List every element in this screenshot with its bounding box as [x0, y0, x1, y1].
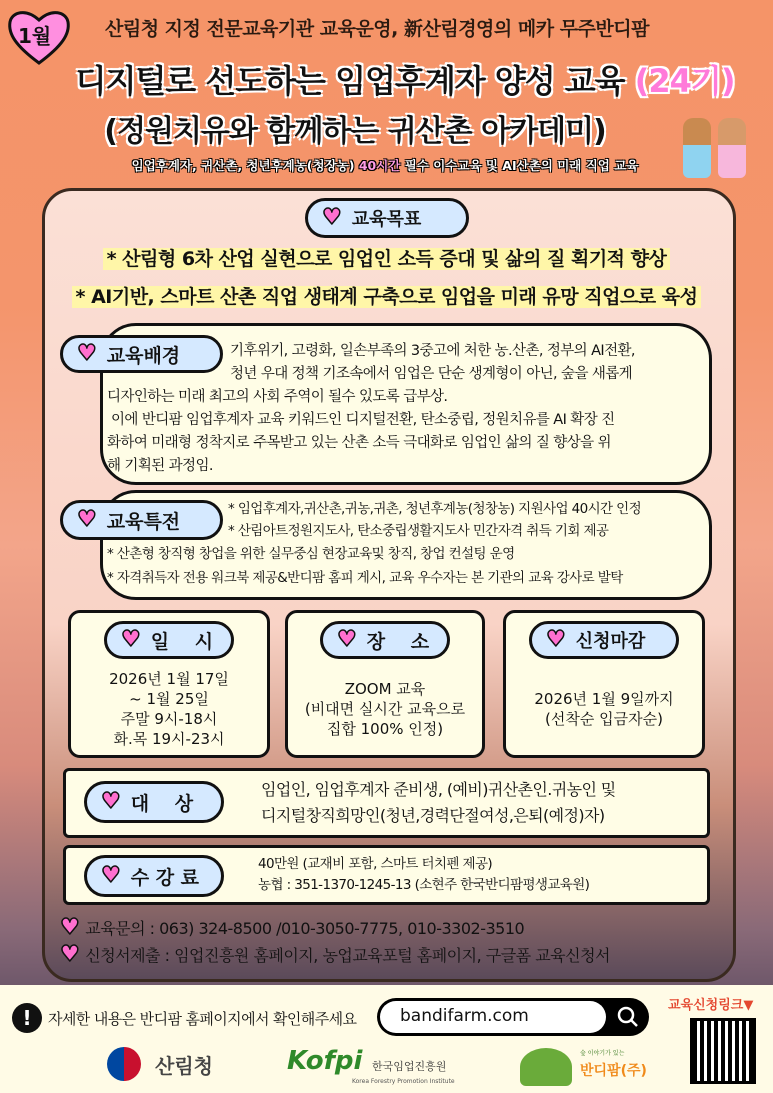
- text-line: ZOOM 교육: [344, 680, 426, 698]
- search-icon[interactable]: [617, 1006, 639, 1028]
- text-line: 청년 우대 정책 기조속에서 임업은 단순 생계형이 아닌, 숲을 새롭게: [230, 366, 633, 382]
- goal-label-text: 교육목표: [351, 209, 422, 230]
- target-label: [84, 781, 224, 823]
- fee-label-text: 수 강 료: [130, 866, 200, 889]
- background-label: [60, 335, 223, 373]
- text-line: (비대면 실시간 교육으로: [304, 700, 466, 718]
- text-line: 이에 반디팜 임업후계자 교육 키워드인 디지털전환, 탄소중립, 정원치유를 AI 확장 진: [111, 412, 615, 428]
- heart-icon: ♥: [101, 863, 121, 888]
- text-line: 집합 100% 인정): [326, 720, 444, 738]
- deadline-value: [506, 689, 702, 729]
- page-subtitle: (정원치유와 함께하는 귀산촌 아카데미): [104, 114, 606, 149]
- tagline: 산림청 지정 전문교육기관 교육운영, 新산림경영의 메카 무주반디팜: [105, 18, 649, 40]
- text-line: 주말 9시-18시: [120, 710, 218, 728]
- background-label-text: 교육배경: [106, 344, 181, 367]
- exclamation-icon: !: [12, 1003, 42, 1033]
- contact-submission: [60, 943, 610, 966]
- goal-line: [0, 282, 773, 309]
- schedule-label: [104, 621, 234, 659]
- text-line: 2026년 1월 17일: [109, 670, 229, 688]
- text-line: 해 기획된 과정임.: [107, 458, 213, 474]
- text-line: * 자격취득자 전용 워크북 제공&반디팜 홈피 게시, 교육 우수자는 본 기관의 교육 강사로 발탁: [107, 570, 623, 586]
- logo3-name: 반디팜(주): [580, 1063, 647, 1079]
- mascot-bride-image: [718, 118, 746, 178]
- deadline-label: [529, 621, 679, 659]
- heart-icon: ♥: [77, 507, 97, 532]
- month-label: 1월: [18, 24, 52, 48]
- location-label: [320, 621, 450, 659]
- background-text: [107, 386, 707, 478]
- fee-box: [63, 845, 710, 905]
- deadline-label-text: 신청마감: [575, 631, 646, 652]
- background-text-top: [230, 340, 710, 386]
- schedule-label-text: 일 시: [150, 630, 214, 653]
- deadline-card: [503, 610, 705, 758]
- heart-icon: ♥: [77, 341, 97, 366]
- title-cohort: (24기): [634, 62, 735, 100]
- page-title: [60, 56, 750, 102]
- website-search[interactable]: [377, 998, 649, 1036]
- footer-notice: 자세한 내용은 반디팜 홈페이지에서 확인해주세요: [48, 1010, 357, 1028]
- contact-text: 신청서제출 : 임업진흥원 홈페이지, 농업교육포털 홈페이지, 구글폼 교육신청서: [85, 946, 610, 965]
- desc-post: 필수 이수교육 및 AI산촌의 미래 직업 교육: [404, 158, 639, 173]
- goal-line: [0, 244, 773, 271]
- logo2-english: Korea Forestry Promotion Institute: [352, 1078, 455, 1085]
- contact-inquiry: [60, 916, 524, 939]
- title-main: 디지털로 선도하는 임업후계자 양성 교육: [75, 62, 625, 100]
- bandifarm-logo-mountain: [520, 1048, 572, 1086]
- heart-icon: ♥: [101, 789, 121, 814]
- qr-code-image[interactable]: [690, 1018, 756, 1084]
- text-line: 디지털창직희망인(청년,경력단절여성,은퇴(예정)자): [261, 806, 605, 825]
- target-box: [63, 768, 710, 838]
- text-line: 기후위기, 고령화, 일손부족의 3중고에 처한 농.산촌, 정부의 AI전환,: [230, 343, 635, 359]
- target-label-text: 대 상: [130, 792, 194, 815]
- text-line: * 임업후계자,귀산촌,귀농,귀촌, 청년후계농(청창농) 지원사업 40시간 인정: [228, 501, 642, 517]
- mascot-groom-image: [683, 118, 711, 178]
- logo2-name: 한국임업진흥원: [372, 1060, 447, 1073]
- desc-pre: 임업후계자, 귀산촌, 청년후계농(청장농): [131, 158, 355, 173]
- text-line: ~ 1월 25일: [129, 690, 209, 708]
- goal-label: [305, 198, 469, 238]
- text-line: * 산촌형 창직형 창업을 위한 실무중심 현장교육및 창직, 창업 컨설팅 운영: [107, 546, 515, 562]
- schedule-card: [68, 610, 270, 758]
- website-input[interactable]: bandifarm.com: [380, 1001, 606, 1033]
- fee-label: [84, 855, 224, 897]
- description: [100, 156, 670, 174]
- heart-icon: ♥: [60, 941, 80, 967]
- heart-icon: ♥: [337, 627, 357, 652]
- text-line: * 산림아트정원지도사, 탄소중립생활지도사 민간자격 취득 기회 제공: [228, 523, 609, 539]
- text-line: 40만원 (교재비 포함, 스마트 터치펜 제공): [258, 856, 493, 872]
- heart-icon: ♥: [322, 205, 342, 230]
- benefits-label-text: 교육특전: [106, 510, 181, 533]
- contact-text: 교육문의 : 063) 324-8500 /010-3050-7775, 010-3302-3510: [85, 919, 525, 938]
- fee-value: [258, 854, 589, 896]
- schedule-value: [71, 669, 267, 749]
- heart-icon: ♥: [60, 914, 80, 940]
- kofpi-logo: Kofpi: [287, 1046, 363, 1076]
- target-value: [261, 777, 616, 829]
- korea-forest-service-logo: [107, 1047, 141, 1081]
- benefits-text-top: [228, 498, 708, 542]
- text-line: 디자인하는 미래 최고의 사회 주역이 될수 있도록 급부상.: [107, 389, 448, 405]
- logo1-text: 산림청: [155, 1054, 213, 1078]
- text-line: 농협 : 351-1370-1245-13 (소현주 한국반디팜평생교육원): [258, 877, 590, 893]
- text-line: 화.목 19시-23시: [113, 730, 225, 748]
- goal-text: * AI기반, 스마트 산촌 직업 생태계 구축으로 임업을 미래 유망 직업으로 육성: [72, 286, 702, 308]
- logo3-tagline: 숲 이야기가 있는: [580, 1050, 625, 1057]
- location-label-text: 장 소: [366, 630, 430, 653]
- text-line: (선착순 입금자순): [545, 710, 663, 728]
- heart-icon: ♥: [121, 627, 141, 652]
- text-line: 화하여 미래형 정착지로 주목받고 있는 산촌 소득 극대화로 임업인 삶의 질 향상을 위: [107, 435, 611, 451]
- heart-icon: ♥: [546, 627, 566, 652]
- qr-label: 교육신청링크▼: [668, 998, 754, 1013]
- location-value: [288, 679, 482, 739]
- benefits-text: [107, 542, 707, 590]
- text-line: 2026년 1월 9일까지: [534, 690, 674, 708]
- text-line: 임업인, 임업후계자 준비생, (예비)귀산촌인.귀농인 및: [261, 780, 616, 799]
- desc-hours: 40시간: [358, 158, 401, 173]
- goal-text: * 산림형 6차 산업 실현으로 임업인 소득 증대 및 삶의 질 획기적 향상: [103, 248, 671, 270]
- location-card: [285, 610, 485, 758]
- benefits-label: [60, 500, 223, 540]
